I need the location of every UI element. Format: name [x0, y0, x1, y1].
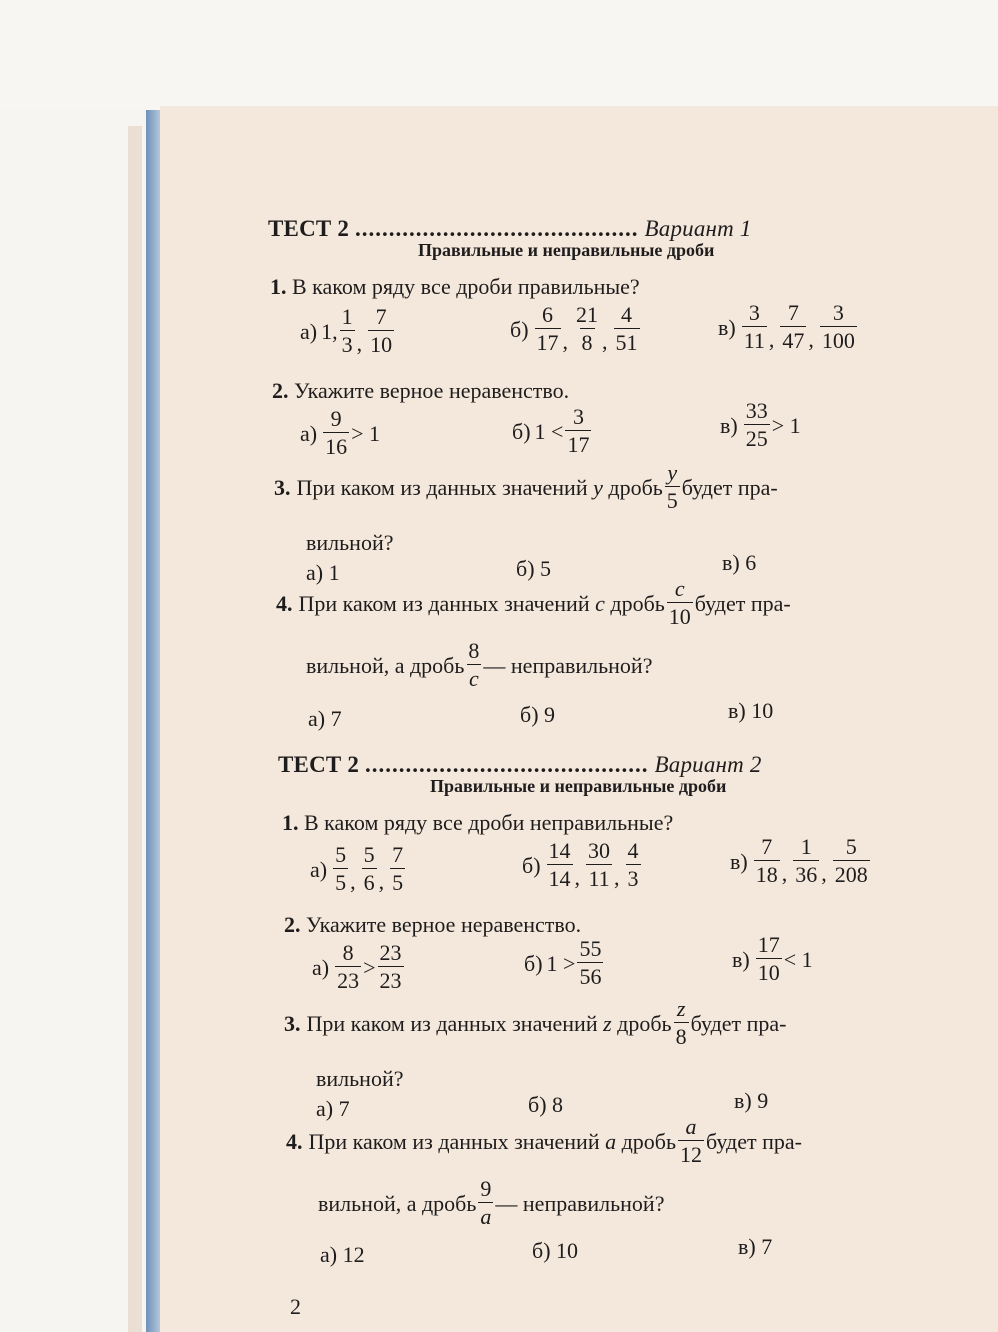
fraction — [323, 406, 349, 461]
numerator: 23 — [379, 940, 402, 965]
variant-label: Вариант 2 — [654, 752, 762, 777]
fraction — [678, 1114, 704, 1169]
inequality-left: 1 < — [534, 418, 564, 444]
question-text: При каком из данных значений — [296, 474, 588, 500]
question-text: дробь — [608, 474, 663, 500]
test-title: ТЕСТ 2 — [268, 216, 350, 241]
v1-q2-option-a — [300, 406, 380, 461]
comma: , — [574, 865, 581, 890]
variant2-header — [278, 752, 762, 778]
comma: , — [821, 861, 827, 886]
v1-q3-option-c: в) 6 — [722, 550, 757, 575]
variant1-header — [268, 216, 752, 242]
numerator: 5 — [363, 842, 375, 867]
v2-q4-option-c: в) 7 — [738, 1234, 773, 1259]
denominator: a — [480, 1204, 492, 1229]
comma: , — [350, 869, 356, 894]
numerator: 8 — [468, 638, 480, 663]
variant1-subtitle: Правильные и неправильные дроби — [418, 240, 715, 260]
question-text: будет пра- — [681, 474, 778, 500]
v1-question-2 — [272, 378, 569, 404]
fraction — [390, 842, 405, 897]
v2-q2-option-a — [312, 940, 406, 995]
test-title: ТЕСТ 2 — [278, 752, 360, 777]
numerator: 6 — [542, 302, 554, 327]
fraction — [574, 302, 600, 357]
fraction — [368, 304, 394, 359]
question-text: вильной, а дробь — [306, 652, 465, 678]
question-text: В каком ряду все дроби правильные? — [292, 274, 640, 299]
question-text: При каком из данных значений — [306, 1010, 598, 1036]
question-text: дробь — [621, 1128, 677, 1154]
numerator: c — [674, 576, 685, 601]
denominator: 3 — [341, 332, 353, 357]
variant2-subtitle: Правильные и неправильные дроби — [430, 776, 727, 796]
denominator: 10 — [668, 604, 691, 629]
numerator: 9 — [480, 1176, 492, 1201]
denominator: 10 — [370, 332, 393, 357]
v1-q2-option-b — [512, 404, 593, 459]
v2-q1-option-c — [730, 834, 872, 889]
comma: , — [781, 861, 788, 886]
variable: y — [593, 474, 603, 500]
denominator: 5 — [392, 870, 404, 895]
v2-q4-option-b: б) 10 — [532, 1238, 579, 1263]
v2-q2-option-b — [524, 936, 605, 991]
option-label: б) — [524, 950, 543, 976]
inequality-rest: > 1 — [351, 420, 381, 446]
v2-q2-option-c — [732, 932, 813, 987]
numerator: 1 — [341, 304, 353, 329]
denominator: 36 — [795, 862, 818, 887]
question-text: дробь — [617, 1010, 672, 1036]
numerator: 1 — [800, 834, 812, 859]
denominator: 8 — [581, 330, 593, 355]
fraction — [626, 838, 641, 893]
numerator: 3 — [832, 300, 844, 325]
v2-question-3 — [284, 996, 787, 1051]
v2-q3-option-a: а) 7 — [316, 1096, 350, 1121]
fraction — [674, 996, 689, 1051]
comma: , — [562, 329, 569, 354]
v1-q4-option-c: в) 10 — [728, 698, 774, 723]
denominator: 100 — [821, 328, 855, 353]
fraction — [793, 834, 819, 889]
option-label: в) — [718, 314, 736, 340]
v1-q4-option-a: а) 7 — [308, 706, 342, 731]
question-number: 1. — [270, 274, 287, 299]
denominator: 6 — [363, 870, 375, 895]
fraction — [340, 304, 355, 359]
question-number: 2. — [272, 378, 289, 403]
numerator: 5 — [845, 834, 857, 859]
denominator: 8 — [675, 1024, 687, 1049]
whole-number: 1, — [321, 318, 338, 344]
v2-q1-option-a — [310, 842, 407, 897]
numerator: a — [685, 1114, 697, 1139]
variable: c — [595, 590, 605, 616]
fraction — [744, 398, 770, 453]
option-label: а) — [310, 856, 328, 882]
v2-q4-continuation — [318, 1176, 664, 1231]
numerator: 21 — [576, 302, 599, 327]
option-label: в) — [730, 848, 748, 874]
fraction — [833, 834, 870, 889]
numerator: 4 — [627, 838, 639, 863]
denominator: 5 — [335, 870, 347, 895]
v1-q3-continuation: вильной? — [306, 530, 394, 555]
v1-question-3 — [274, 460, 778, 515]
option-label: а) — [300, 318, 318, 344]
v1-question-1 — [270, 274, 640, 300]
v1-q3-option-a: а) 1 — [306, 560, 340, 585]
question-number: 4. — [276, 590, 293, 616]
numerator: 3 — [572, 404, 584, 429]
leader-dots: .......................................... — [365, 752, 649, 777]
fraction — [565, 404, 591, 459]
question-text: При каком из данных значений — [308, 1128, 600, 1154]
question-number: 3. — [284, 1010, 301, 1036]
denominator: c — [469, 666, 479, 691]
numerator: 17 — [757, 932, 780, 957]
option-label: а) — [300, 420, 318, 446]
inequality-rest: > 1 — [771, 412, 801, 438]
fraction — [586, 838, 612, 893]
question-text: При каком из данных значений — [298, 590, 590, 616]
v2-question-2 — [284, 912, 581, 938]
book-page — [160, 106, 998, 1332]
option-label: а) — [312, 954, 330, 980]
leader-dots: .......................................... — [355, 216, 639, 241]
numerator: z — [676, 996, 686, 1021]
denominator: 14 — [548, 866, 571, 891]
question-text: будет пра- — [690, 1010, 787, 1036]
denominator: 51 — [615, 330, 638, 355]
denominator: 208 — [834, 862, 868, 887]
fraction — [667, 576, 693, 631]
fraction — [577, 936, 603, 991]
scan-background — [0, 0, 998, 110]
numerator: 7 — [392, 842, 404, 867]
numerator: 7 — [375, 304, 387, 329]
denominator: 17 — [567, 432, 590, 457]
question-number: 1. — [282, 810, 299, 835]
comma: , — [356, 331, 363, 356]
v1-q4-continuation — [306, 638, 652, 693]
numerator: 7 — [761, 834, 773, 859]
v2-q3-option-b: б) 8 — [528, 1092, 564, 1117]
comma: , — [614, 865, 620, 890]
denominator: 23 — [337, 968, 360, 993]
option-label: в) — [732, 946, 750, 972]
comma: , — [808, 327, 814, 352]
v1-q4-option-b: б) 9 — [520, 702, 556, 727]
numerator: 8 — [342, 940, 354, 965]
denominator: 25 — [745, 426, 768, 451]
v2-question-1 — [282, 810, 673, 836]
denominator: 11 — [743, 328, 765, 353]
inequality-rest: < 1 — [783, 946, 813, 972]
question-text: Укажите верное неравенство. — [306, 912, 582, 937]
denominator: 3 — [627, 866, 639, 891]
fraction — [378, 940, 404, 995]
comma: , — [768, 327, 775, 352]
numerator: 5 — [335, 842, 347, 867]
fraction — [535, 302, 561, 357]
numerator: 14 — [548, 838, 571, 863]
question-number: 4. — [286, 1128, 303, 1154]
v1-q1-option-c — [718, 300, 859, 355]
numerator: 55 — [579, 936, 602, 961]
denominator: 16 — [325, 434, 348, 459]
question-text: В каком ряду все дроби неправильные? — [304, 810, 674, 835]
fraction — [547, 838, 573, 893]
numerator: y — [667, 460, 678, 485]
v2-q1-option-b — [522, 838, 643, 893]
comma: , — [378, 869, 385, 894]
fraction — [742, 300, 767, 355]
denominator: 18 — [755, 862, 778, 887]
book-page-edge — [128, 126, 142, 1332]
denominator: 11 — [588, 866, 610, 891]
variant-label: Вариант 1 — [644, 216, 752, 241]
v1-q1-option-b — [510, 302, 642, 357]
page-number: 2 — [290, 1294, 301, 1319]
v1-question-4 — [276, 576, 791, 631]
denominator: 56 — [579, 964, 602, 989]
denominator: 23 — [379, 968, 402, 993]
fraction — [754, 834, 780, 889]
fraction — [820, 300, 857, 355]
denominator: 12 — [680, 1142, 703, 1167]
fraction — [780, 300, 806, 355]
fraction — [478, 1176, 493, 1231]
option-label: б) — [510, 316, 529, 342]
variable: z — [603, 1010, 612, 1036]
fraction — [335, 940, 361, 995]
comma: , — [602, 329, 608, 354]
option-label: б) — [512, 418, 531, 444]
numerator: 7 — [787, 300, 799, 325]
option-label: б) — [522, 852, 541, 878]
question-text: вильной, а дробь — [318, 1190, 477, 1216]
v1-q1-option-a — [300, 304, 396, 359]
denominator: 17 — [536, 330, 559, 355]
inequality-operator: > — [363, 954, 376, 980]
numerator: 30 — [588, 838, 611, 863]
v1-q3-option-b: б) 5 — [516, 556, 552, 581]
question-text: будет пра- — [694, 590, 791, 616]
denominator: 5 — [666, 488, 678, 513]
question-text: — неправильной? — [495, 1190, 665, 1216]
fraction — [756, 932, 782, 987]
v1-q2-option-c — [720, 398, 801, 453]
variable: a — [605, 1128, 617, 1154]
fraction — [362, 842, 377, 897]
v2-q3-continuation: вильной? — [316, 1066, 404, 1091]
denominator: 10 — [757, 960, 780, 985]
question-text: будет пра- — [706, 1128, 802, 1154]
numerator: 4 — [621, 302, 633, 327]
fraction — [466, 638, 481, 693]
fraction — [614, 302, 640, 357]
numerator: 9 — [330, 406, 342, 431]
fraction — [333, 842, 348, 897]
inequality-left: 1 > — [546, 950, 576, 976]
fraction — [665, 460, 680, 515]
numerator: 33 — [745, 398, 768, 423]
denominator: 47 — [782, 328, 805, 353]
option-label: в) — [720, 412, 738, 438]
question-text: — неправильной? — [483, 652, 653, 678]
v2-question-4 — [286, 1114, 802, 1169]
question-number: 2. — [284, 912, 301, 937]
v2-q3-option-c: в) 9 — [734, 1088, 769, 1113]
question-text: дробь — [610, 590, 665, 616]
question-text: Укажите верное неравенство. — [294, 378, 570, 403]
numerator: 3 — [748, 300, 760, 325]
question-number: 3. — [274, 474, 291, 500]
v2-q4-option-a: а) 12 — [320, 1242, 365, 1267]
